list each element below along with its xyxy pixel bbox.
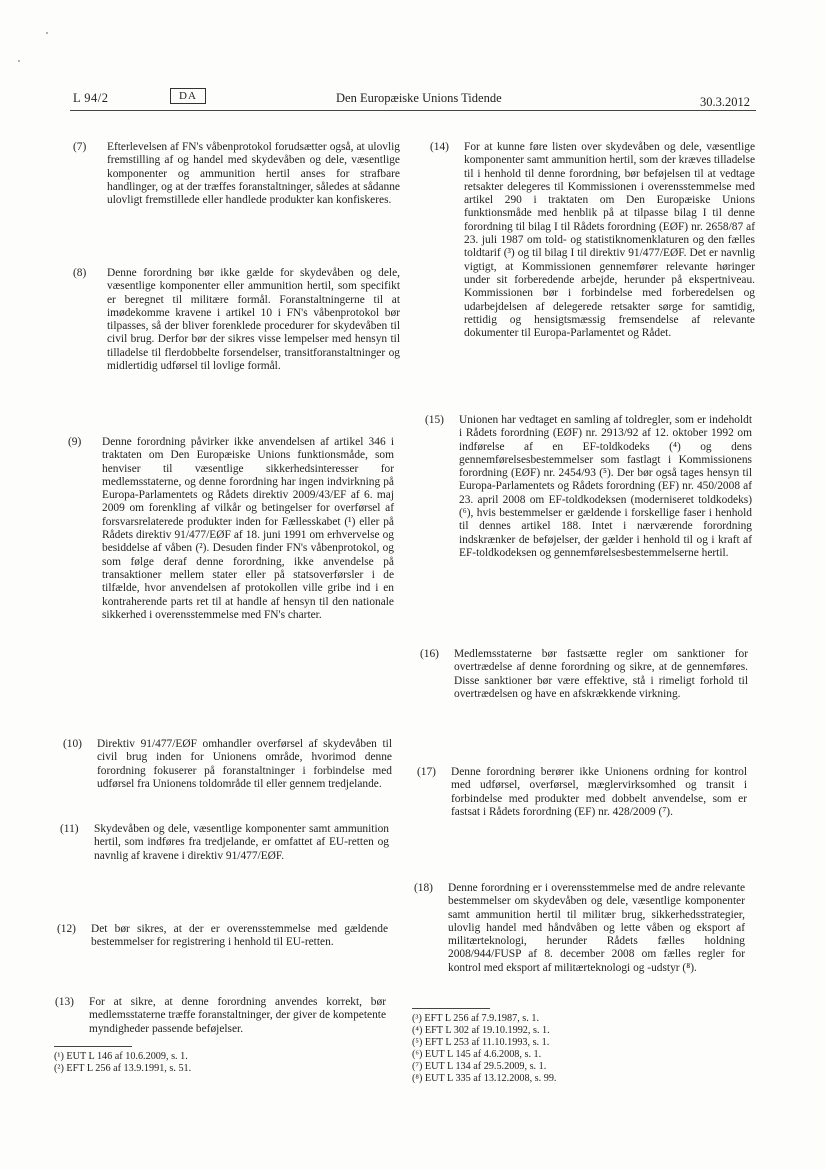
footnote-6: (⁶) EUT L 145 af 4.6.2008, s. 1. xyxy=(412,1049,542,1060)
footnote-7: (⁷) EUT L 134 af 29.5.2009, s. 1. xyxy=(412,1061,547,1072)
recital-text: Direktiv 91/477/EØF omhandler overførsel af skydevåben til civil brug inden for Unionens område, hvorimod denne forordning fokuserer på foranstaltninger i forbindelse med udførsel fra Unionens toldområde til eller gennem tredjelande. xyxy=(97,738,392,790)
footnote-4: (⁴) EFT L 302 af 19.10.1992, s. 1. xyxy=(412,1025,550,1036)
language-badge: DA xyxy=(170,88,206,104)
recital-text: Unionen har vedtaget en samling af toldregler, som er indeholdt i Rådets forordning (EØF) nr. 2913/92 af 12. oktober 1992 om indførelse af en EF-toldkodeks (⁴) og dens gennemførelsesbestemmelser som fastlagt i Kommissionens forordning (EØF) nr. 2454/93 (⁵). Der bør også tages hensyn til Europa-Parlamentets og Rådets forordning (EF) nr. 450/2008 af 23. april 2008 om EF-toldkodeksen (moderniseret toldkodeks) (⁶), hvis bestemmelser er gældende i forskellige faser i henhold til dennes artikel 188. Intet i nærværende forordning indskrænker de beføjelser, der gælder i henhold til og i kraft af EF-toldkodeksen og gennemførelsesbestemmelserne hertil. xyxy=(459,414,752,559)
footnote-2: (²) EFT L 256 af 13.9.1991, s. 51. xyxy=(54,1063,192,1074)
recital-number: (17) xyxy=(417,766,436,778)
footnote-3: (³) EFT L 256 af 7.9.1987, s. 1. xyxy=(412,1013,539,1024)
recital-text: Denne forordning berører ikke Unionens ordning for kontrol med udførsel, overførsel, mæglervirksomhed og transit i forbindelse med produkter med dobbelt anvendelse, som er fastsat i Rådets forordning (EF) nr. 428/2009 (⁷). xyxy=(451,766,747,818)
recital-text: Det bør sikres, at der er overensstemmelse med gældende bestemmelser for registrering i henhold til EU-retten. xyxy=(91,923,388,949)
recital-text: For at kunne føre listen over skydevåben og dele, væsentlige komponenter samt ammunition hertil, som der kræves tilladelse til i henhold til denne forordning, bør beføjelsen til at vedtage retsakter delegeres til Kommissionen i overensstemmelse med artikel 290 i traktaten om Den Europæiske Unions funktionsmåde med henblik på at tilpasse bilag I til denne forordning til bilag I til Rådets forordning (EØF) nr. 2658/87 af 23. juli 1987 om told- og statistiknomenklaturen og den fælles toldtarif (³) og til bilag I til direktiv 91/477/EØF. Det er navnlig vigtigt, at Kommissionen gennemfører relevante høringer under sit forberedende arbejde, herunder på ekspertniveau. Kommissionen bør i forbindelse med forberedelsen og udarbejdelsen af delegerede retsakter sørge for samtidig, rettidig og hensigtsmæssig fremsendelse af relevante dokumenter til Europa-Parlamentet og Rådet. xyxy=(464,141,755,340)
recital-number: (10) xyxy=(63,738,82,750)
footnote-5: (⁵) EFT L 253 af 11.10.1993, s. 1. xyxy=(412,1037,550,1048)
recital-number: (9) xyxy=(68,436,82,448)
recital-text: Denne forordning bør ikke gælde for skydevåben og dele, væsentlige komponenter eller ammunition hertil, som specifikt er beregnet til militære formål. Foranstaltningerne til at imødekomme kravene i artikel 10 i FN's våbenprotokol bør tilpasses, så der bliver forenklede procedurer for skydevåben til civil brug. Derfor bør der sikres visse lempelser med hensyn til tilladelse til flerdobbelte forsendelser, transitforanstaltninger og midlertidig udførsel til lovlige formål. xyxy=(107,267,400,373)
scan-speck xyxy=(46,32,48,34)
recital-number: (7) xyxy=(73,141,87,153)
footnote-divider xyxy=(54,1046,132,1047)
publication-date: 30.3.2012 xyxy=(700,95,750,109)
recital-number: (12) xyxy=(57,923,76,935)
recital-text: Denne forordning påvirker ikke anvendelsen af artikel 346 i traktaten om Den Europæiske Unions funktionsmåde, som henviser til væsentlige sikkerhedsinteresser for medlemsstaterne, og denne forordning har ingen indvirkning på Europa-Parlamentets og Rådets direktiv 2009/43/EF af 6. maj 2009 om forenkling af vilkår og betingelser for overførsel af forsvarsrelaterede produkter inden for Fællesskabet (¹) eller på Rådets direktiv 91/477/EØF af 18. juni 1991 om erhvervelse og besiddelse af våben (²). Desuden finder FN's våbenprotokol, og som følge deraf denne forordning, ikke anvendelse på transaktioner mellem stater eller på statsoverførsler i de tilfælde, hvor anvendelsen af protokollen ville gribe ind i en kontraherende parts ret til at handle af hensyn til den nationale sikkerhed i overensstemmelse med FN's charter. xyxy=(102,436,394,621)
recital-number: (13) xyxy=(55,996,74,1008)
footnote-8: (⁸) EUT L 335 af 13.12.2008, s. 99. xyxy=(412,1073,557,1084)
recital-text: Efterlevelsen af FN's våbenprotokol forudsætter også, at ulovlig fremstilling af og handel med skydevåben og dele, væsentlige komponenter og ammunition hertil anses for strafbare handlinger, og at der træffes foranstaltninger, således at sådanne ulovligt fremstillede eller handlede produkter kan konfiskeres. xyxy=(107,141,400,207)
footnote-divider xyxy=(412,1008,490,1009)
recital-text: For at sikre, at denne forordning anvendes korrekt, bør medlemsstaterne træffe foranstaltninger, der giver de kompetente myndigheder passende beføjelser. xyxy=(89,996,386,1035)
page-reference: L 94/2 xyxy=(73,91,109,105)
footnote-1: (¹) EUT L 146 af 10.6.2009, s. 1. xyxy=(54,1051,188,1062)
recital-number: (15) xyxy=(425,414,444,426)
recital-text: Medlemsstaterne bør fastsætte regler om sanktioner for overtrædelse af denne forordning og sikre, at de gennemføres. Disse sanktioner bør være effektive, stå i rimeligt forhold til overtrædelsen og have en afskrækkende virkning. xyxy=(454,648,748,700)
recital-number: (16) xyxy=(420,648,439,660)
recital-number: (8) xyxy=(73,267,87,279)
journal-title: Den Europæiske Unions Tidende xyxy=(336,91,502,105)
recital-text: Skydevåben og dele, væsentlige komponenter samt ammunition hertil, som indføres fra tredjelande, er omfattet af EU-retten og navnlig af kravene i direktiv 91/477/EØF. xyxy=(94,823,389,862)
recital-number: (18) xyxy=(414,882,433,894)
recital-number: (11) xyxy=(60,823,79,835)
recital-text: Denne forordning er i overensstemmelse med de andre relevante bestemmelser om skydevåben og dele, væsentlige komponenter samt ammunition hertil til militær brug, sikkerhedsstrategier, ulovlig handel med håndvåben og lette våben og eksport af militærteknologi, herunder Rådets fælles holdning 2008/944/FUSP af 8. december 2008 om fælles regler for kontrol med eksport af militærteknologi og -udstyr (⁸). xyxy=(448,882,745,974)
header-divider xyxy=(70,110,756,111)
scan-speck xyxy=(18,60,20,62)
recital-number: (14) xyxy=(430,141,449,153)
